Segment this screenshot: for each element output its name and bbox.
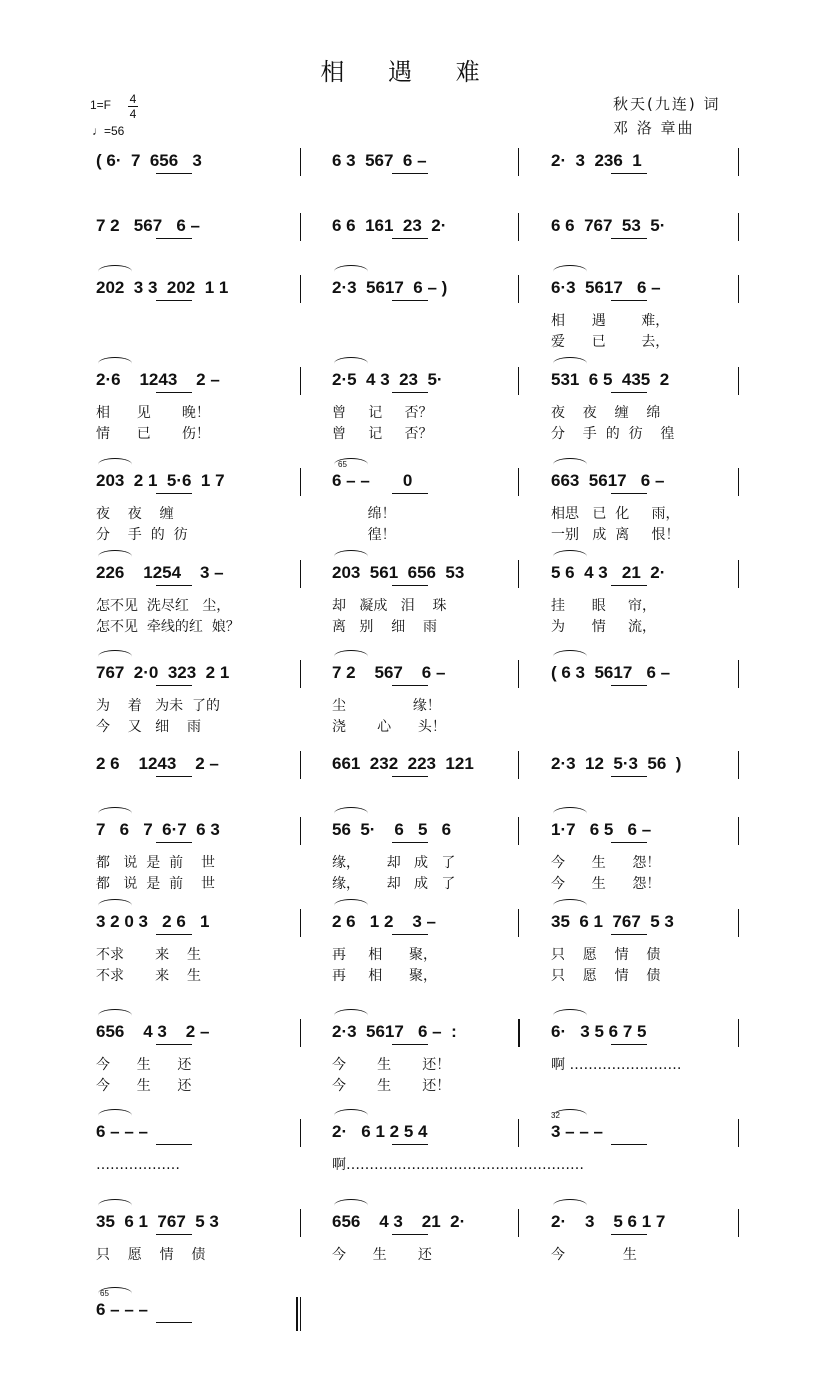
lyric-line: 不求 来 生	[96, 947, 201, 963]
measure-notes: 202 3 3 202 1 1	[96, 278, 229, 297]
measure-notes: 2·3 5617 6 – :	[332, 1022, 457, 1041]
barline	[738, 1119, 739, 1147]
measure-notes: 656 4 3 2 –	[96, 1022, 210, 1041]
beam-line	[611, 585, 647, 586]
slur-mark	[553, 357, 587, 370]
lyric-line: 都 说 是 前 世	[96, 876, 215, 892]
measure-notes: 2· 3 236 1	[551, 151, 642, 170]
measure-notes: 2· 3 5 6 1 7	[551, 1212, 666, 1231]
lyric-line: 今 生	[551, 1247, 637, 1263]
slur-mark	[98, 650, 132, 663]
lyric-line: 啊……………………………………………	[332, 1157, 584, 1173]
score-row	[86, 1295, 746, 1395]
lyric-line: 都 说 是 前 世	[96, 855, 215, 871]
lyric-line: 浇 心 头！	[332, 719, 446, 735]
measure-notes: 203 561 656 53	[332, 563, 465, 582]
lyric-line: 缘， 却 成 了	[332, 855, 456, 871]
beam-line	[611, 392, 647, 393]
lyric-line: 曾 记 否？	[332, 405, 433, 421]
lyric-line: 爱 已 去，	[551, 334, 670, 350]
lyric-line: 怎不见 牵线的红 娘？	[96, 619, 240, 635]
lyric-line: 却 凝成 泪 珠	[332, 598, 447, 614]
score-row	[86, 273, 746, 373]
barline	[738, 1019, 739, 1047]
beam-line	[156, 685, 192, 686]
lyric-line: 相 见 晚！	[96, 405, 210, 421]
lyric-line: 夜 夜 缠	[96, 506, 174, 522]
barline	[518, 1019, 520, 1047]
time-signature-bottom: 4	[129, 107, 137, 121]
lyric-line: 再 相 聚，	[332, 947, 437, 963]
lyric-line: 怎不见 洗尽红 尘，	[96, 598, 231, 614]
lyric-line: 绵！	[332, 506, 396, 522]
slur-mark	[553, 550, 587, 563]
beam-line	[392, 1144, 428, 1145]
slur-mark	[98, 807, 132, 820]
lyric-line: 分 手 的 彷	[96, 527, 188, 543]
score-row	[86, 1017, 746, 1117]
barline	[738, 367, 739, 395]
barline	[300, 660, 301, 688]
lyric-line: 今 生 还	[96, 1057, 192, 1073]
barline	[738, 1209, 739, 1237]
composer-credit: 邓 洛 章曲	[613, 119, 695, 137]
measure-notes: 35 6 1 767 5 3	[96, 1212, 219, 1231]
beam-line	[156, 1144, 192, 1145]
slur-mark	[98, 1109, 132, 1122]
barline	[518, 1119, 519, 1147]
barline	[518, 660, 519, 688]
measure-notes: 35 6 1 767 5 3	[551, 912, 674, 931]
measure-notes: 663 5617 6 –	[551, 471, 665, 490]
measure-notes: 6 – – –	[96, 1300, 148, 1319]
beam-line	[392, 585, 428, 586]
slur-mark	[334, 265, 368, 278]
grace-note: 32	[551, 1111, 560, 1120]
lyric-line: 只 愿 情 债	[551, 968, 661, 984]
measure-notes: 6 6 767 53 5·	[551, 216, 666, 235]
beam-line	[611, 776, 647, 777]
slur-mark	[334, 899, 368, 912]
barline	[738, 751, 739, 779]
measure-notes: 2·3 12 5·3 56 )	[551, 754, 682, 773]
slur-mark	[334, 357, 368, 370]
measure-notes: 2·6 1243 2 –	[96, 370, 220, 389]
measure-notes: 56 5· 6 5 6	[332, 820, 452, 839]
lyric-line: 今 生 怨！	[551, 876, 661, 892]
measure-notes: 7 2 567 6 –	[332, 663, 446, 682]
beam-line	[392, 493, 428, 494]
beam-line	[156, 1044, 192, 1045]
slur-mark	[553, 899, 587, 912]
measure-notes: 3 – – –	[551, 1122, 603, 1141]
barline	[300, 468, 301, 496]
score-row	[86, 907, 746, 1007]
grace-note: 65	[100, 1289, 109, 1298]
measure-notes: 7 2 567 6 –	[96, 216, 200, 235]
barline	[300, 1119, 301, 1147]
beam-line	[156, 776, 192, 777]
barline	[738, 148, 739, 176]
barline	[518, 817, 519, 845]
beam-line	[392, 300, 428, 301]
barline	[738, 468, 739, 496]
barline	[738, 817, 739, 845]
lyric-line: 今 生 怨！	[551, 855, 661, 871]
key-signature: 1=F	[90, 98, 112, 112]
lyric-line: 再 相 聚，	[332, 968, 437, 984]
beam-line	[392, 776, 428, 777]
slur-mark	[98, 1009, 132, 1022]
slur-mark	[334, 1109, 368, 1122]
lyric-line: 曾 记 否？	[332, 426, 433, 442]
barline	[518, 751, 519, 779]
beam-line	[392, 392, 428, 393]
slur-mark	[553, 458, 587, 471]
lyric-line: 今 生 还	[96, 1078, 192, 1094]
beam-line	[156, 300, 192, 301]
barline	[518, 468, 519, 496]
barline	[300, 817, 301, 845]
beam-line	[156, 842, 192, 843]
barline	[518, 275, 519, 303]
beam-line	[392, 934, 428, 935]
lyric-line: 尘 缘！	[332, 698, 441, 714]
beam-line	[611, 1144, 647, 1145]
lyric-line: 夜 夜 缠 绵	[551, 405, 661, 421]
tempo-marking: ♩=56	[92, 124, 125, 138]
beam-line	[611, 238, 647, 239]
measure-notes: 5 6 4 3 21 2·	[551, 563, 666, 582]
barline	[300, 1019, 301, 1047]
lyric-line: 相思 已 化 雨，	[551, 506, 680, 522]
lyric-line: 离 别 细 雨	[332, 619, 437, 635]
beam-line	[611, 493, 647, 494]
score-row	[86, 658, 746, 758]
lyric-line: ………………	[96, 1157, 180, 1173]
lyric-line: 为 着 为未 了的	[96, 698, 221, 714]
beam-line	[611, 934, 647, 935]
lyric-line: 只 愿 情 债	[551, 947, 661, 963]
slur-mark	[553, 650, 587, 663]
barline	[300, 367, 301, 395]
barline	[300, 560, 301, 588]
time-signature	[128, 92, 138, 121]
beam-line	[611, 300, 647, 301]
beam-line	[156, 1322, 192, 1323]
measure-notes: 6· 3 5 6 7 5	[551, 1022, 647, 1041]
score-row	[86, 466, 746, 566]
beam-line	[611, 1044, 647, 1045]
score-row	[86, 365, 746, 465]
measure-notes: 203 2 1 5·6 1 7	[96, 471, 225, 490]
slur-mark	[553, 1199, 587, 1212]
beam-line	[156, 934, 192, 935]
score-row	[86, 1117, 746, 1217]
measure-notes: 6 6 161 23 2·	[332, 216, 447, 235]
slur-mark	[553, 265, 587, 278]
beam-line	[156, 1234, 192, 1235]
slur-mark	[334, 550, 368, 563]
slur-mark	[553, 1009, 587, 1022]
barline	[518, 560, 519, 588]
slur-mark	[334, 1199, 368, 1212]
beam-line	[392, 1234, 428, 1235]
barline	[518, 367, 519, 395]
grace-note: 65	[338, 460, 347, 469]
beam-line	[611, 842, 647, 843]
barline	[300, 909, 301, 937]
barline	[518, 148, 519, 176]
beam-line	[156, 238, 192, 239]
lyric-line: 不求 来 生	[96, 968, 201, 984]
beam-line	[611, 685, 647, 686]
lyric-line: 今 又 细 雨	[96, 719, 201, 735]
barline	[738, 560, 739, 588]
barline	[300, 148, 301, 176]
measure-notes: 226 1254 3 –	[96, 563, 224, 582]
lyric-line: 只 愿 情 债	[96, 1247, 206, 1263]
measure-notes: 7 6 7 6·7 6 3	[96, 820, 220, 839]
beam-line	[611, 1234, 647, 1235]
slur-mark	[98, 357, 132, 370]
measure-notes: ( 6 3 5617 6 –	[551, 663, 671, 682]
beam-line	[156, 493, 192, 494]
measure-notes: ( 6· 7 656 3	[96, 151, 202, 170]
slur-mark	[553, 807, 587, 820]
measure-notes: 6 – – 0	[332, 471, 413, 490]
lyric-line: 一别 成 离 恨！	[551, 527, 680, 543]
measure-notes: 2·5 4 3 23 5·	[332, 370, 443, 389]
lyric-line: 今 生 还	[332, 1247, 432, 1263]
barline	[300, 1209, 301, 1237]
time-signature-top: 4	[129, 92, 137, 106]
slur-mark	[98, 1199, 132, 1212]
lyric-line: 徨！	[332, 527, 396, 543]
barline	[296, 1297, 298, 1331]
lyric-line: 今 生 还！	[332, 1078, 451, 1094]
beam-line	[392, 685, 428, 686]
measure-notes: 1·7 6 5 6 –	[551, 820, 652, 839]
barline	[300, 213, 301, 241]
measure-notes: 2 6 1243 2 –	[96, 754, 219, 773]
barline	[738, 909, 739, 937]
lyric-line: 挂 眼 帘，	[551, 598, 656, 614]
score-row	[86, 815, 746, 915]
barline	[300, 275, 301, 303]
lyricist-credit: 秋天(九连) 词	[613, 95, 721, 113]
lyric-line: 今 生 还！	[332, 1057, 451, 1073]
beam-line	[392, 842, 428, 843]
measure-notes: 2 6 1 2 3 –	[332, 912, 436, 931]
lyric-line: 情 已 伤！	[96, 426, 210, 442]
barline	[738, 213, 739, 241]
beam-line	[156, 392, 192, 393]
measure-notes: 531 6 5 435 2	[551, 370, 670, 389]
song-title: 相 遇 难	[320, 58, 498, 86]
slur-mark	[334, 650, 368, 663]
score-row	[86, 558, 746, 658]
barline	[738, 275, 739, 303]
barline	[300, 751, 301, 779]
measure-notes: 661 232 223 121	[332, 754, 474, 773]
lyric-line: 缘， 却 成 了	[332, 876, 456, 892]
beam-line	[392, 1044, 428, 1045]
slur-mark	[98, 265, 132, 278]
measure-notes: 6 3 567 6 –	[332, 151, 427, 170]
measure-notes: 2·3 5617 6 – )	[332, 278, 448, 297]
barline	[518, 213, 519, 241]
lyric-line: 分 手 的 彷 徨	[551, 426, 675, 442]
slur-mark	[98, 458, 132, 471]
measure-notes: 3 2 0 3 2 6 1	[96, 912, 210, 931]
slur-mark	[98, 550, 132, 563]
measure-notes: 6·3 5617 6 –	[551, 278, 661, 297]
lyric-line: 相 遇 难，	[551, 313, 670, 329]
beam-line	[611, 173, 647, 174]
measure-notes: 656 4 3 21 2·	[332, 1212, 466, 1231]
barline	[738, 660, 739, 688]
beam-line	[392, 238, 428, 239]
measure-notes: 767 2·0 323 2 1	[96, 663, 230, 682]
beam-line	[156, 585, 192, 586]
beam-line	[392, 173, 428, 174]
barline	[300, 1297, 301, 1331]
score-row	[86, 1207, 746, 1307]
lyric-line: 啊 ……………………	[551, 1057, 682, 1073]
slur-mark	[334, 1009, 368, 1022]
measure-notes: 6 – – –	[96, 1122, 148, 1141]
measure-notes: 2· 6 1 2 5 4	[332, 1122, 428, 1141]
slur-mark	[98, 899, 132, 912]
barline	[518, 909, 519, 937]
lyric-line: 为 情 流，	[551, 619, 656, 635]
slur-mark	[334, 807, 368, 820]
barline	[518, 1209, 519, 1237]
beam-line	[156, 173, 192, 174]
